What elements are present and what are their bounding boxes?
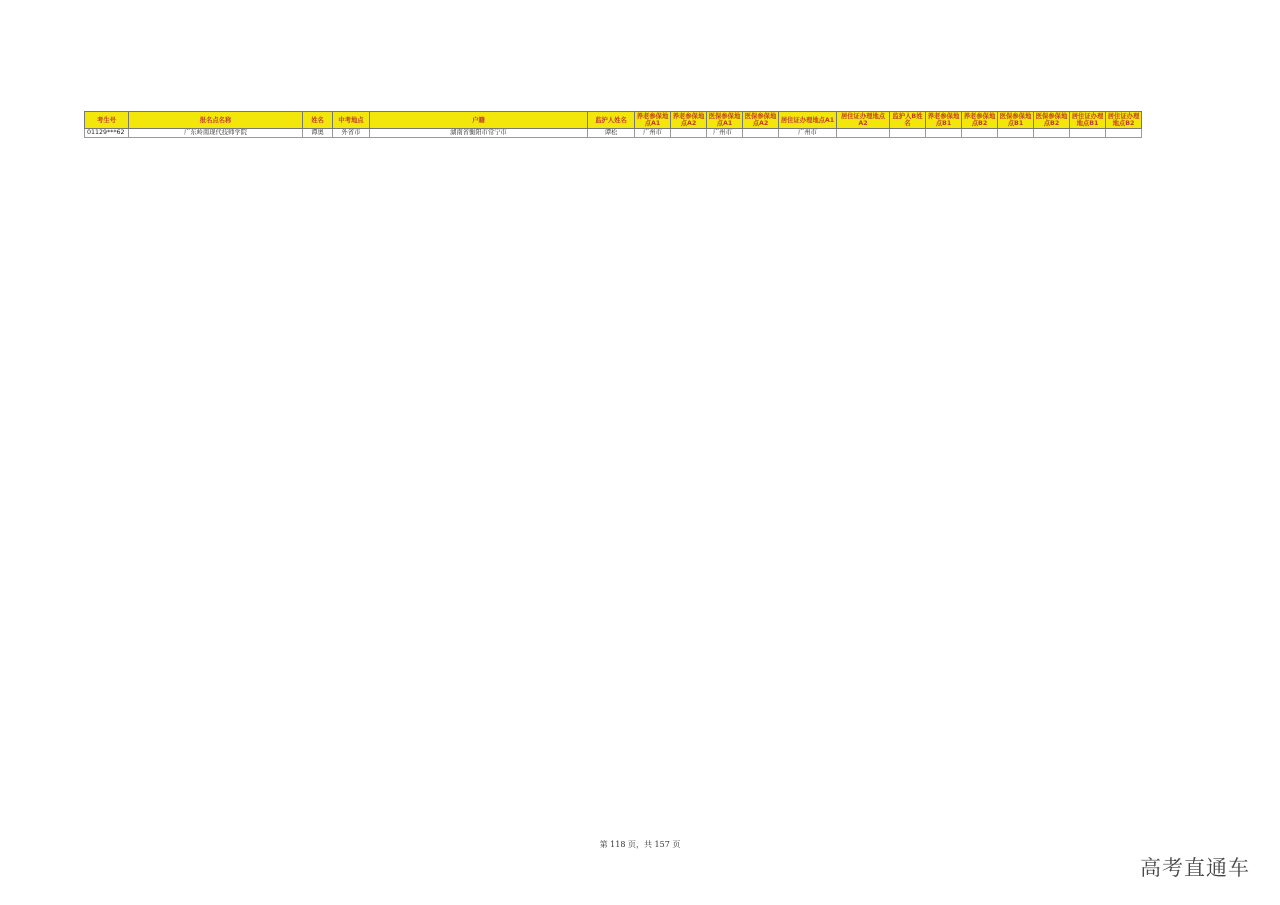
page-number: 第 118 页，共 157 页 — [599, 840, 681, 849]
table-cell — [926, 129, 962, 138]
column-header: 姓名 — [303, 112, 333, 129]
table-cell — [743, 129, 779, 138]
watermark-logo: 高考直通车 — [1140, 856, 1250, 880]
column-header: 居住证办理地点A1 — [779, 112, 837, 129]
table-cell — [1070, 129, 1106, 138]
column-header: 居住证办理地点B2 — [1106, 112, 1142, 129]
column-header: 医保参保地点A2 — [743, 112, 779, 129]
column-header: 监护人姓名 — [588, 112, 635, 129]
table-header-row — [85, 112, 1142, 129]
column-header: 居住证办理地点B1 — [1070, 112, 1106, 129]
table-cell — [998, 129, 1034, 138]
registration-table — [84, 111, 1142, 138]
table-cell — [671, 129, 707, 138]
table-cell: 广东岭南现代技师学院 — [129, 129, 303, 138]
column-header: 考生号 — [85, 112, 129, 129]
column-header: 医保参保地点B2 — [1034, 112, 1070, 129]
table-cell — [1106, 129, 1142, 138]
column-header: 医保参保地点A1 — [707, 112, 743, 129]
table-cell — [837, 129, 890, 138]
column-header: 养老参保地点A1 — [635, 112, 671, 129]
table-row — [85, 129, 1142, 138]
column-header: 居住证办理地点A2 — [837, 112, 890, 129]
column-header: 养老参保地点B1 — [926, 112, 962, 129]
column-header: 户籍 — [370, 112, 588, 129]
column-header: 医保参保地点B1 — [998, 112, 1034, 129]
table-cell: 广州市 — [707, 129, 743, 138]
table-cell — [962, 129, 998, 138]
table-cell: 广州市 — [635, 129, 671, 138]
column-header: 养老参保地点A2 — [671, 112, 707, 129]
column-header: 中考地点 — [333, 112, 370, 129]
column-header: 养老参保地点B2 — [962, 112, 998, 129]
column-header: 监护人B姓名 — [890, 112, 926, 129]
column-header: 报名点名称 — [129, 112, 303, 129]
table-cell: 01129***62 — [85, 129, 129, 138]
table-cell: 外省市 — [333, 129, 370, 138]
table-cell — [1034, 129, 1070, 138]
table-cell: 湖南省衡阳市常宁市 — [370, 129, 588, 138]
table-cell: 谭奥 — [303, 129, 333, 138]
table-cell: 谭松 — [588, 129, 635, 138]
table-cell: 广州市 — [779, 129, 837, 138]
table-body — [85, 129, 1142, 138]
table-cell — [890, 129, 926, 138]
